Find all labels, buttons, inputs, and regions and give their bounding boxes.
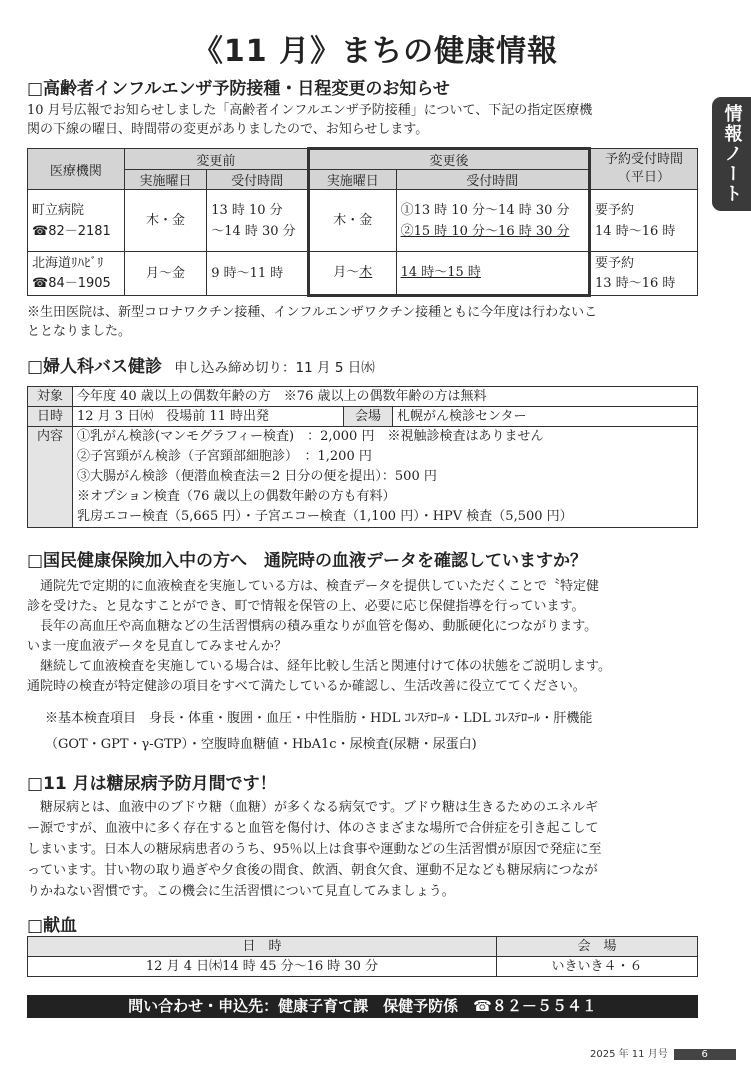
diabetes-heading: □11 月は糖尿病予防月間です！: [27, 774, 277, 794]
label-venue: 会場: [344, 407, 393, 427]
institution-cell: [28, 252, 125, 296]
bus-checkup-deadline: 申し込み締め切り：11 月 5 日㈬: [174, 360, 375, 376]
th-venue: 会 場: [497, 937, 698, 957]
reserve-time: [590, 252, 698, 296]
th-before-time: 受付時間: [207, 170, 309, 190]
blood-data-body: [27, 577, 699, 697]
content-line: ※オプション検査（76 歳以上の偶数年齢の方も有料）: [77, 489, 396, 504]
body-line: 継続して血液検査を実施している場合は、経年比較し生活と関連付けて体の状態をご説明します。: [27, 659, 611, 674]
th-before: 変更前: [124, 149, 308, 170]
table-row: [28, 190, 698, 252]
body-line: っています。甘い物の取り過ぎや夕食後の間食、飲酒、朝食欠食、運動不足なども糖尿病につなが: [27, 863, 598, 878]
reserve-line: 14 時～16 時: [595, 223, 676, 239]
content-line: ②子宮頸がん検診（子宮頸部細胞診） ：1,200 円: [77, 449, 372, 464]
th-reserve-line: （平日）: [618, 170, 671, 185]
blood-data-heading: □国民健康保険加入中の方へ 通院時の血液データを確認していますか？: [27, 551, 588, 571]
body-line: ー源ですが、血液中に多く存在すると血管を傷付け、体のさまざまな場所で合併症を引き起こして: [27, 821, 599, 836]
venue-value: 札幌がん検診センター: [393, 407, 698, 427]
blood-donation-table: [27, 936, 698, 977]
content-line: 乳房エコー検査（5,665 円）・子宮エコー検査（1,100 円）・HPV 検査（5,500 円）: [77, 509, 573, 524]
after-day-a: 月～: [333, 265, 360, 280]
institution-name: 北海道ﾘﾊﾋﾞﾘ: [32, 255, 104, 271]
body-line: 糖尿病とは、血液中のブドウ糖（血糖）が多くなる病気です。ブドウ糖は生きるためのエネルギ: [27, 800, 598, 815]
date-value: 12 月 3 日㈬ 役場前 11 時出発: [73, 407, 344, 427]
table-row: [28, 937, 698, 957]
body-line: 通院先で定期的に血液検査を実施している方は、検査データを提供していただくことで〝特定健: [27, 579, 600, 594]
basic-items: [45, 706, 700, 758]
after-time-line: ②15 時 10 分～16 時 30 分: [400, 223, 570, 239]
reserve-line: 要予約: [595, 202, 635, 218]
before-day: 月～金: [124, 252, 206, 296]
body-line: 通院時の検査が特定健診の項目をすべて満たしているか確認し、生活改善に役立ててください。: [27, 679, 586, 694]
body-line: りかねない習慣です。この機会に生活習慣について見直してみましょう。: [27, 884, 455, 899]
diabetes-body: [27, 797, 699, 902]
flu-note-line: ※生田医院は、新型コロナワクチン接種、インフルエンザワクチン接種ともに今年度は行わないこ: [27, 305, 598, 320]
th-before-day: 実施曜日: [124, 170, 206, 190]
label-date: 日時: [28, 407, 73, 427]
table-row: [28, 407, 698, 427]
table-row: [28, 427, 698, 528]
reserve-time: [590, 190, 698, 252]
after-time-line: ①13 時 10 分～14 時 30 分: [400, 202, 570, 218]
bus-checkup-title: □婦人科バス健診: [27, 357, 163, 377]
target-value: 今年度 40 歳以上の偶数年齢の方 ※76 歳以上の偶数年齢の方は無料: [73, 387, 698, 407]
flu-intro-line: 10 月号広報でお知らせしました「高齢者インフルエンザ予防接種」について、下記の指定医療機: [27, 103, 593, 118]
blood-donation-heading: □献血: [27, 916, 78, 936]
institution-tel: ☎82－2181: [32, 223, 111, 239]
after-day-b: 木: [359, 265, 373, 280]
flu-note: [27, 303, 699, 341]
after-time-line: 14 時～15 時: [400, 265, 481, 280]
body-line: しまいます。日本人の糖尿病患者のうち、95％以上は食事や運動などの生活習慣が原因で発症に至: [27, 842, 602, 857]
flu-schedule-table: [27, 147, 698, 297]
content-line: ①乳がん検診(マンモグラフィー検査) ：2,000 円 ※視触診検査はありません: [77, 429, 544, 444]
donation-date: 12 月 4 日㈭14 時 45 分～16 時 30 分: [28, 957, 497, 977]
before-time-line: 13 時 10 分: [211, 202, 283, 218]
issue-label: 2025 年 11 月号: [590, 1049, 668, 1060]
after-time: [396, 252, 589, 296]
after-time: [396, 190, 589, 252]
flu-intro-line: 関の下線の曜日、時間帯の変更がありましたので、お知らせします。: [27, 122, 429, 137]
page-footer: [590, 1045, 736, 1060]
table-row: [28, 252, 698, 296]
table-row: [28, 957, 698, 977]
after-day: [309, 252, 397, 296]
before-time: 9 時～11 時: [207, 252, 309, 296]
body-line: 長年の高血圧や高血糖などの生活習慣病の積み重なりが血管を傷め、動脈硬化につながります。: [27, 619, 598, 634]
th-reserve-line: 予約受付時間: [605, 152, 684, 167]
bus-checkup-heading: [27, 352, 375, 377]
content-line: ③大腸がん検診（便潜血検査法＝2 日分の便を提出）：500 円: [77, 469, 437, 484]
side-tab: 情報ノート: [712, 97, 751, 211]
body-line: いま一度血液データを見直してみませんか？: [27, 639, 288, 654]
th-after-day: 実施曜日: [309, 170, 397, 190]
table-row: [28, 387, 698, 407]
after-day: 木・金: [309, 190, 397, 252]
basic-items-line: （GOT・GPT・γ-GTP）・空腹時血糖値・HbA1c・尿検査(尿糖・尿蛋白): [45, 737, 477, 752]
reserve-line: 13 時～16 時: [595, 275, 676, 291]
institution-cell: [28, 190, 125, 252]
flu-note-line: ととなりました。: [27, 324, 132, 339]
th-after: 変更後: [309, 149, 590, 170]
body-line: 診を受けた〟と見なすことができ、町で情報を保管の上、必要に応じ保健指導を行っています。: [27, 599, 585, 614]
bus-checkup-table: [27, 386, 698, 528]
donation-venue: いきいき４・６: [497, 957, 698, 977]
before-time: [207, 190, 309, 252]
content-value: [73, 427, 698, 528]
institution-tel: ☎84－1905: [32, 275, 111, 291]
page-number: 6: [674, 1049, 736, 1060]
basic-items-line: ※基本検査項目 身長・体重・腹囲・血圧・中性脂肪・HDL ｺﾚｽﾃﾛｰﾙ・LDL ｺﾚｽﾃﾛｰﾙ・肝機能: [45, 711, 593, 726]
th-institution: 医療機関: [28, 149, 125, 190]
label-target: 対象: [28, 387, 73, 407]
before-day: 木・金: [124, 190, 206, 252]
flu-vaccine-heading: □高齢者インフルエンザ予防接種・日程変更のお知らせ: [27, 79, 450, 99]
institution-name: 町立病院: [32, 202, 85, 218]
contact-bar: 問い合わせ・申込先：健康子育て課 保健予防係 ☎８２－５５４１: [27, 995, 698, 1018]
reserve-line: 要予約: [595, 255, 635, 271]
th-reserve: [590, 149, 698, 190]
before-time-line: ～14 時 30 分: [211, 223, 296, 239]
flu-intro: [27, 101, 699, 139]
page-title: 《11 月》まちの健康情報: [192, 34, 559, 69]
th-date: 日 時: [28, 937, 497, 957]
label-content: 内容: [28, 427, 73, 528]
th-after-time: 受付時間: [396, 170, 589, 190]
